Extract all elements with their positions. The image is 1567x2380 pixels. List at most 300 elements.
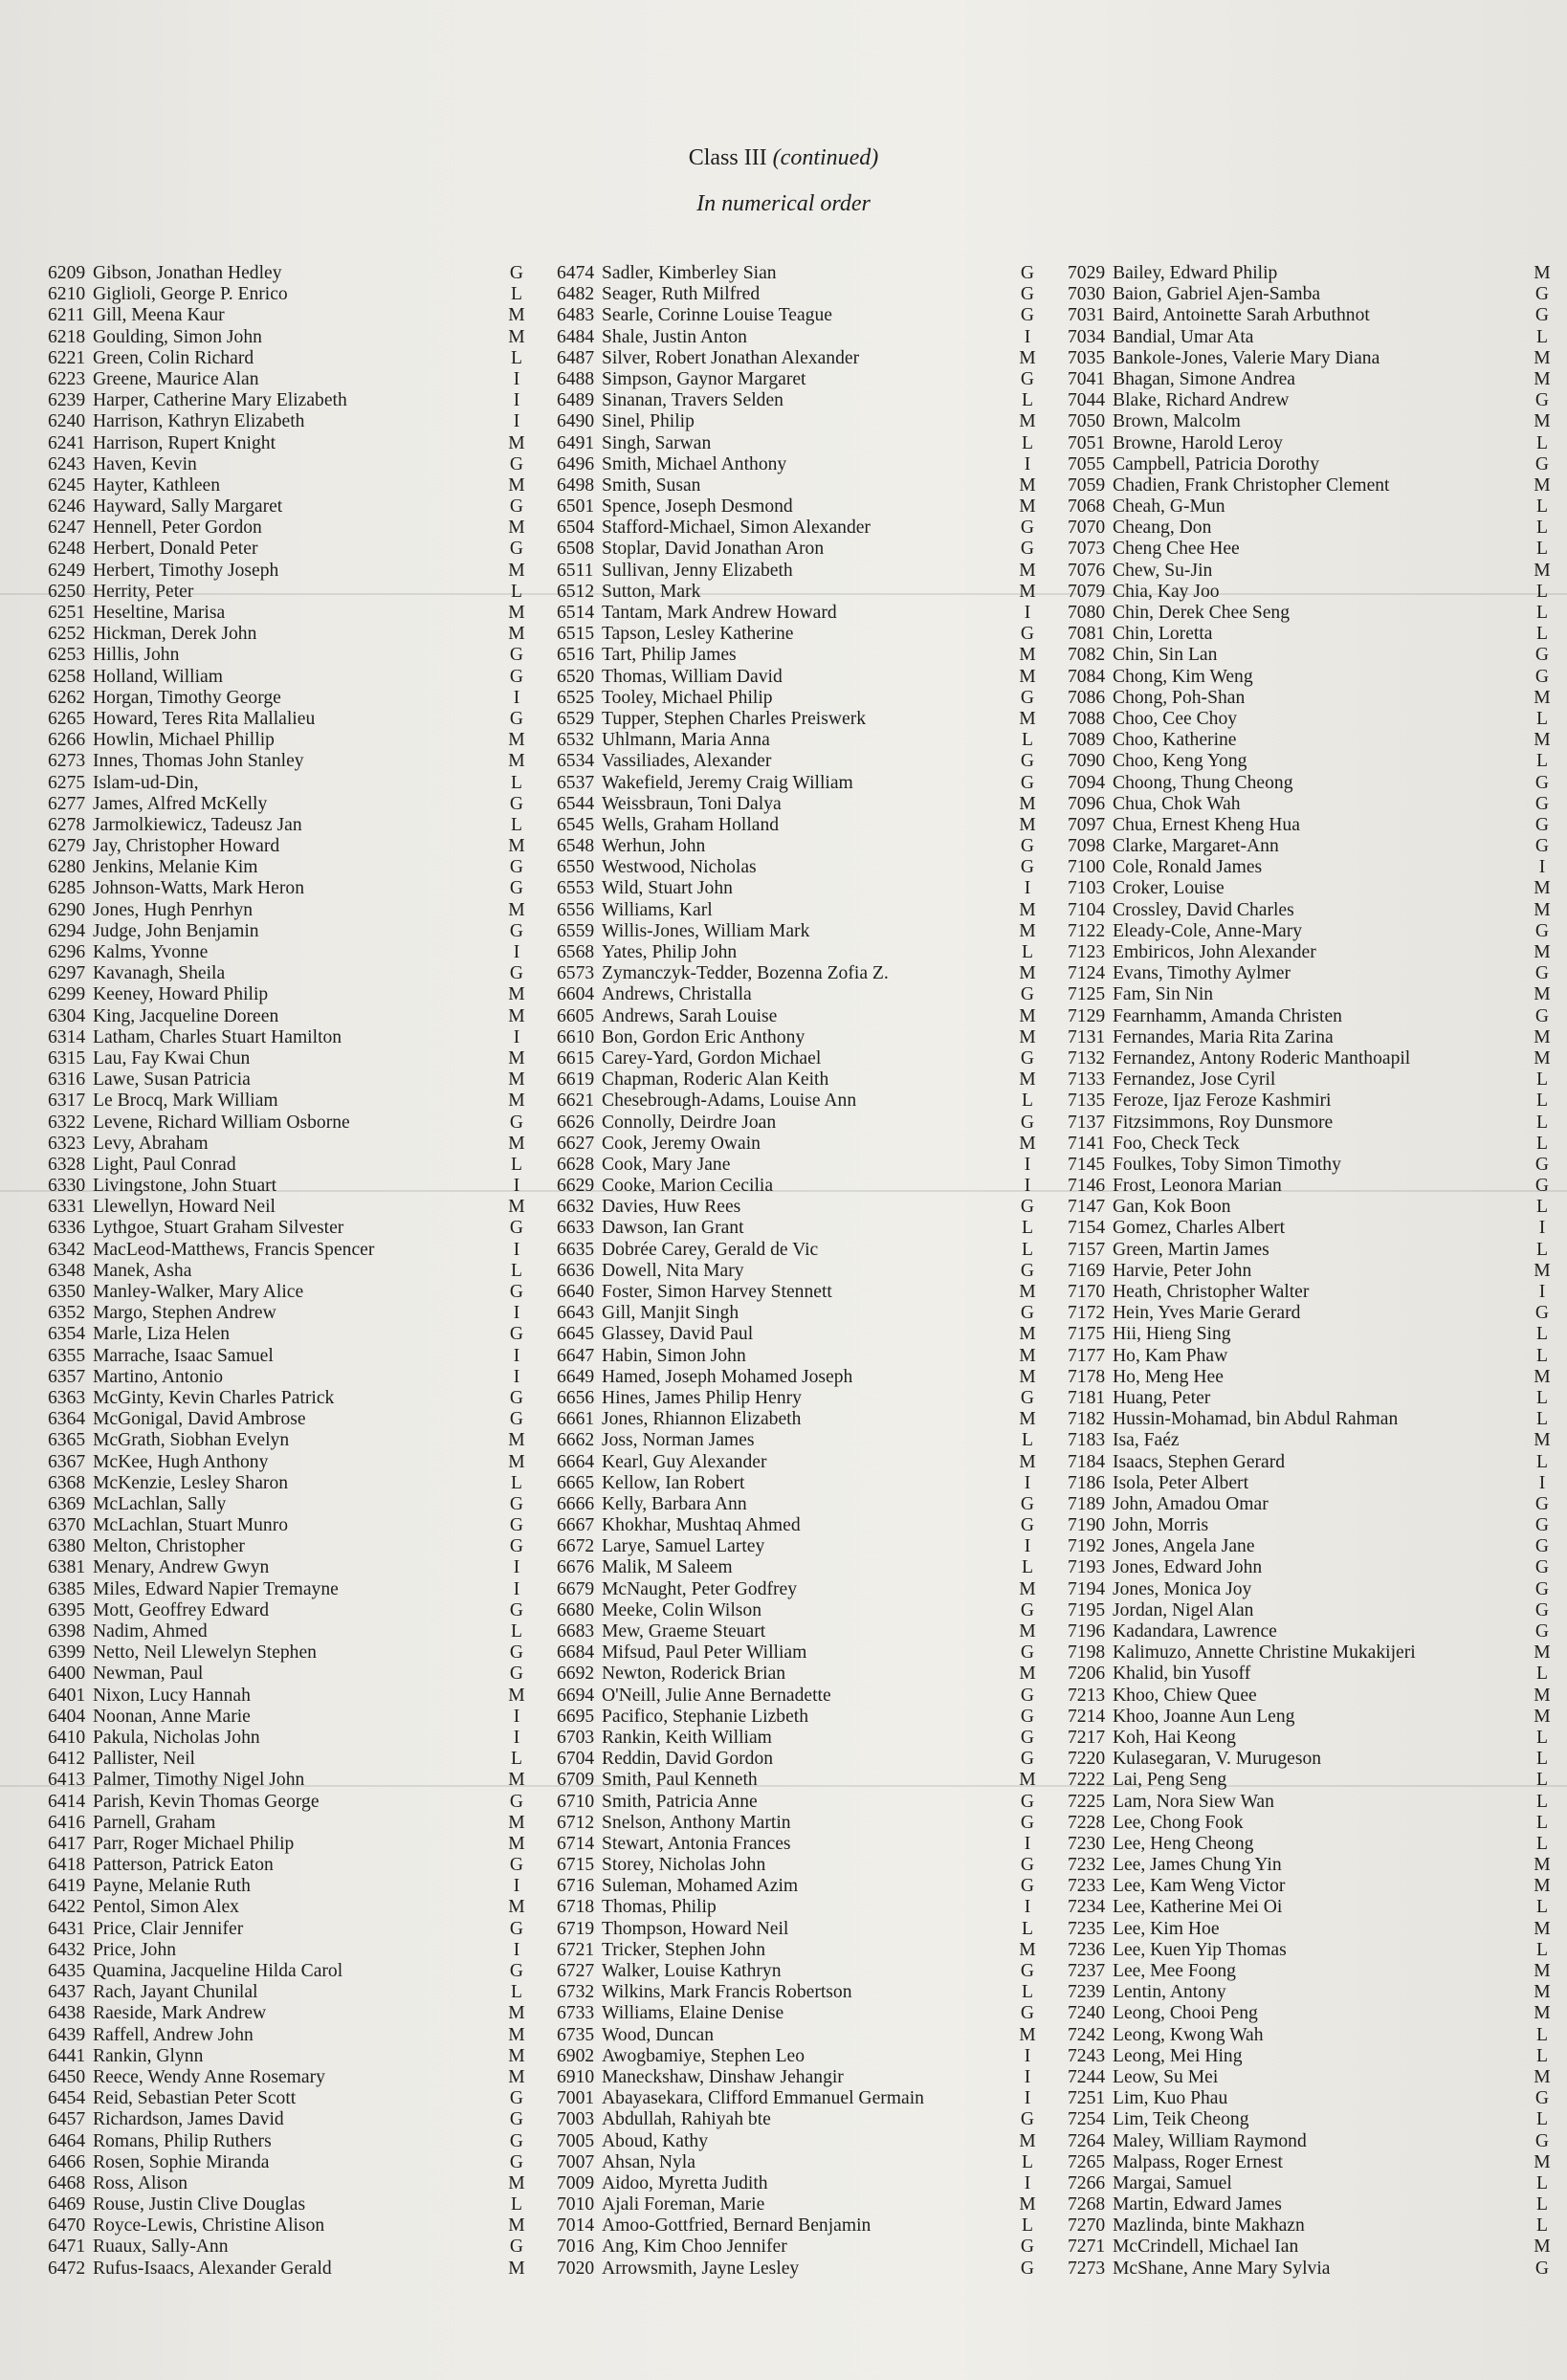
class-grade: I <box>1024 1176 1031 1197</box>
list-item <box>48 1155 526 1176</box>
candidate-number: 6619 <box>557 1069 595 1091</box>
candidate-number: 7230 <box>1068 1833 1106 1854</box>
candidate-number: 6680 <box>557 1599 595 1620</box>
list-item <box>1068 1261 1552 1282</box>
candidate-number: 7014 <box>557 2215 595 2237</box>
list-item <box>1068 582 1552 603</box>
list-item <box>1068 1557 1552 1578</box>
candidate-number: 7170 <box>1068 1282 1106 1302</box>
list-item <box>48 369 526 390</box>
candidate-name: Martin, Edward James <box>1113 2194 1282 2215</box>
class-grade: L <box>1022 432 1033 453</box>
candidate-number: 6553 <box>557 878 595 899</box>
candidate-name: Andrews, Christalla <box>602 984 752 1005</box>
candidate-number: 7196 <box>1068 1621 1106 1642</box>
class-grade: G <box>1534 2130 1550 2151</box>
candidate-name: Glassey, David Paul <box>602 1324 754 1345</box>
list-item <box>1068 1027 1552 1048</box>
class-grade: L <box>1536 1091 1548 1112</box>
list-item <box>48 2088 526 2109</box>
list-item <box>1068 1579 1552 1600</box>
candidate-name: Cook, Mary Jane <box>602 1154 731 1175</box>
list-item <box>1068 454 1552 475</box>
candidate-name: Wild, Stuart John <box>602 878 733 899</box>
candidate-name: Snelson, Anthony Martin <box>602 1812 791 1833</box>
candidate-number: 6664 <box>557 1451 595 1472</box>
candidate-number: 6252 <box>48 624 86 645</box>
class-grade: M <box>1019 666 1036 687</box>
candidate-number: 7254 <box>1068 2109 1106 2130</box>
candidate-number: 6727 <box>557 1961 595 1981</box>
candidate-name: Simpson, Gaynor Margaret <box>602 368 806 389</box>
class-grade: G <box>1020 984 1035 1005</box>
candidate-name: Amoo-Gottfried, Bernard Benjamin <box>602 2215 872 2237</box>
class-grade: G <box>1020 1876 1035 1897</box>
candidate-number: 6296 <box>48 942 86 962</box>
class-grade: L <box>511 1982 522 2003</box>
class-grade: M <box>1534 1642 1551 1664</box>
candidate-name: Cook, Jeremy Owain <box>602 1133 761 1154</box>
class-grade: M <box>508 1897 525 1918</box>
class-grade: G <box>1020 772 1035 793</box>
class-grade: M <box>508 432 525 453</box>
candidate-number: 6718 <box>557 1897 595 1918</box>
class-grade: M <box>508 2258 525 2279</box>
class-grade: M <box>1534 984 1551 1005</box>
candidate-number: 6209 <box>48 263 86 283</box>
candidate-name: Meeke, Colin Wilson <box>602 1599 762 1620</box>
candidate-number: 7007 <box>557 2151 595 2172</box>
class-grade: I <box>513 1303 520 1324</box>
class-grade: M <box>508 518 525 539</box>
candidate-name: Bon, Gordon Eric Anthony <box>602 1026 806 1047</box>
candidate-number: 6367 <box>48 1451 86 1472</box>
class-grade: M <box>1019 496 1036 518</box>
class-grade: L <box>1536 432 1548 453</box>
candidate-name: Zymanczyk-Tedder, Bozenna Zofia Z. <box>602 963 889 984</box>
candidate-name: Wakefield, Jeremy Craig William <box>602 772 853 793</box>
candidate-name: Foo, Check Teck <box>1113 1133 1240 1154</box>
list-item <box>1068 1113 1552 1134</box>
class-grade: I <box>513 687 520 708</box>
class-grade: M <box>1534 878 1551 899</box>
class-grade: G <box>1534 1621 1550 1642</box>
class-grade: L <box>1536 1749 1548 1770</box>
candidate-number: 6483 <box>557 305 595 326</box>
candidate-number: 7076 <box>1068 560 1106 581</box>
candidate-number: 6472 <box>48 2258 86 2279</box>
class-grade: G <box>1020 1642 1035 1664</box>
list-item <box>48 1961 526 1982</box>
list-item <box>1068 1006 1552 1027</box>
candidate-name: Palmer, Timothy Nigel John <box>93 1770 305 1791</box>
candidate-name: Herbert, Donald Peter <box>93 539 258 560</box>
list-item <box>48 603 526 624</box>
list-item <box>557 2025 1037 2046</box>
list-item <box>1068 2131 1552 2152</box>
list-item <box>1068 1155 1552 1176</box>
candidate-number: 7242 <box>1068 2024 1106 2045</box>
candidate-number: 7190 <box>1068 1515 1106 1536</box>
class-grade: G <box>1020 1727 1035 1748</box>
list-item <box>48 963 526 984</box>
candidate-number: 6279 <box>48 836 86 857</box>
class-grade: G <box>1020 1303 1035 1324</box>
list-item <box>1068 1409 1552 1430</box>
list-item <box>557 1388 1037 1409</box>
class-grade: L <box>1022 1218 1033 1239</box>
candidate-name: Gill, Manjit Singh <box>602 1303 739 1324</box>
candidate-name: Margai, Samuel <box>1113 2172 1232 2193</box>
candidate-name: Khoo, Chiew Quee <box>1113 1685 1257 1706</box>
candidate-name: Hein, Yves Marie Gerard <box>1113 1303 1301 1324</box>
list-item <box>48 921 526 942</box>
list-item <box>557 1813 1037 1834</box>
list-item <box>1068 2109 1552 2130</box>
list-item <box>1068 1982 1552 2003</box>
list-item <box>557 2131 1037 2152</box>
list-item <box>48 2194 526 2215</box>
list-item <box>48 2152 526 2173</box>
list-item <box>48 1940 526 1961</box>
candidate-number: 6615 <box>557 1047 595 1069</box>
candidate-number: 6647 <box>557 1345 595 1366</box>
class-grade: L <box>1536 2194 1548 2215</box>
candidate-number: 6643 <box>557 1303 595 1324</box>
list-item <box>1068 1897 1552 1918</box>
candidate-number: 7098 <box>1068 836 1106 857</box>
list-item <box>557 539 1037 560</box>
list-item <box>557 878 1037 899</box>
list-item <box>48 1388 526 1409</box>
candidate-number: 7235 <box>1068 1918 1106 1939</box>
candidate-number: 6508 <box>557 539 595 560</box>
list-item <box>48 2025 526 2046</box>
candidate-name: Harvie, Peter John <box>1113 1260 1252 1281</box>
list-item <box>557 1367 1037 1388</box>
candidate-name: Malik, M Saleem <box>602 1557 733 1578</box>
class-grade: G <box>509 2151 524 2172</box>
candidate-name: Price, John <box>93 1939 177 1960</box>
candidate-name: Davies, Huw Rees <box>602 1197 741 1218</box>
class-grade: M <box>1534 1855 1551 1876</box>
candidate-name: Holland, William <box>93 666 223 687</box>
class-grade: M <box>508 326 525 347</box>
candidate-name: Lim, Kuo Phau <box>1113 2088 1228 2109</box>
class-grade: L <box>1536 2172 1548 2193</box>
list-item <box>48 1494 526 1515</box>
class-grade: G <box>1020 1685 1035 1706</box>
candidate-name: Habin, Simon John <box>602 1345 746 1366</box>
list-item <box>557 2003 1037 2024</box>
list-item <box>557 1940 1037 1961</box>
class-grade: G <box>509 963 524 984</box>
candidate-name: Newton, Roderick Brian <box>602 1664 786 1685</box>
list-item <box>557 2109 1037 2130</box>
class-grade: I <box>513 411 520 432</box>
list-item <box>1068 496 1552 518</box>
class-grade: M <box>1019 814 1036 835</box>
class-grade: G <box>509 1642 524 1664</box>
class-grade: M <box>1019 1664 1036 1685</box>
list-item <box>48 475 526 496</box>
list-item <box>1068 1770 1552 1791</box>
class-grade: G <box>509 2109 524 2130</box>
candidate-number: 6323 <box>48 1133 86 1154</box>
candidate-name: McLachlan, Sally <box>93 1493 227 1514</box>
list-item <box>48 1728 526 1749</box>
class-grade: I <box>1024 2045 1031 2066</box>
list-item <box>48 1303 526 1324</box>
class-grade: L <box>1536 603 1548 623</box>
candidate-name: Storey, Nicholas John <box>602 1855 766 1876</box>
candidate-number: 6328 <box>48 1154 86 1175</box>
candidate-number: 6627 <box>557 1133 595 1154</box>
list-item <box>48 582 526 603</box>
candidate-name: Smith, Paul Kenneth <box>602 1770 758 1791</box>
class-grade: M <box>508 1091 525 1112</box>
candidate-number: 7183 <box>1068 1430 1106 1451</box>
candidate-number: 7184 <box>1068 1451 1106 1472</box>
class-grade: G <box>509 1918 524 1939</box>
list-item <box>1068 1388 1552 1409</box>
class-grade: M <box>1534 1430 1551 1451</box>
candidate-name: Leong, Mei Hing <box>1113 2045 1243 2066</box>
candidate-name: Bandial, Umar Ata <box>1113 326 1254 347</box>
candidate-number: 6412 <box>48 1749 86 1770</box>
candidate-name: Tricker, Stephen John <box>602 1939 766 1960</box>
class-grade: G <box>1534 2258 1550 2279</box>
candidate-number: 7186 <box>1068 1472 1106 1493</box>
list-item <box>1068 1792 1552 1813</box>
candidate-name: Raeside, Mark Andrew <box>93 2003 267 2024</box>
candidate-name: Reddin, David Gordon <box>602 1749 774 1770</box>
candidate-number: 6432 <box>48 1939 86 1960</box>
candidate-name: Khoo, Joanne Aun Leng <box>1113 1706 1295 1727</box>
list-item <box>557 2237 1037 2258</box>
candidate-number: 6672 <box>557 1536 595 1557</box>
list-item <box>557 900 1037 921</box>
class-grade: I <box>1024 878 1031 899</box>
candidate-number: 6573 <box>557 963 595 984</box>
candidate-name: Suleman, Mohamed Azim <box>602 1876 799 1897</box>
list-item <box>48 1749 526 1770</box>
class-grade: G <box>1020 305 1035 326</box>
candidate-number: 6550 <box>557 857 595 878</box>
class-grade: I <box>513 1239 520 1260</box>
list-item <box>557 1919 1037 1940</box>
list-item <box>557 1600 1037 1621</box>
candidate-number: 7220 <box>1068 1749 1106 1770</box>
class-grade: G <box>1020 1855 1035 1876</box>
candidate-name: Fearnhamm, Amanda Christen <box>1113 1005 1342 1026</box>
candidate-name: Margo, Stephen Andrew <box>93 1303 276 1324</box>
candidate-name: Fernandes, Maria Rita Zarina <box>1113 1026 1334 1047</box>
class-grade: G <box>1534 1154 1550 1175</box>
candidate-name: Williams, Karl <box>602 899 713 920</box>
candidate-number: 6721 <box>557 1939 595 1960</box>
candidate-number: 6247 <box>48 518 86 539</box>
list-item <box>1068 411 1552 432</box>
list-item <box>48 263 526 284</box>
candidate-name: Manek, Asha <box>93 1260 192 1281</box>
candidate-number: 6336 <box>48 1218 86 1239</box>
class-grade: M <box>508 899 525 920</box>
candidate-name: Chua, Chok Wah <box>1113 793 1241 814</box>
class-grade: G <box>509 920 524 941</box>
candidate-number: 6275 <box>48 772 86 793</box>
class-grade: G <box>1534 814 1550 835</box>
candidate-name: Jenkins, Melanie Kim <box>93 857 258 878</box>
candidate-number: 6471 <box>48 2237 86 2258</box>
list-item <box>48 1600 526 1621</box>
class-grade: L <box>1022 1239 1033 1260</box>
class-grade: M <box>508 2172 525 2193</box>
candidate-number: 7236 <box>1068 1939 1106 1960</box>
candidate-name: Harrison, Rupert Knight <box>93 432 276 453</box>
candidate-name: Sullivan, Jenny Elizabeth <box>602 560 793 581</box>
class-grade: M <box>508 751 525 772</box>
candidate-name: Judge, John Benjamin <box>93 920 259 941</box>
list-item <box>1068 433 1552 454</box>
list-item <box>557 2067 1037 2088</box>
class-grade: M <box>508 2045 525 2066</box>
candidate-number: 6504 <box>557 518 595 539</box>
candidate-name: Khokhar, Mushtaq Ahmed <box>602 1515 801 1536</box>
list-item <box>557 1621 1037 1642</box>
page-heading: Class III (continued) <box>688 145 879 170</box>
class-grade: G <box>1020 518 1035 539</box>
class-grade: G <box>1020 2237 1035 2258</box>
candidate-name: Sinanan, Travers Selden <box>602 390 784 411</box>
class-grade: M <box>1534 1876 1551 1897</box>
class-grade: L <box>1536 708 1548 729</box>
class-grade: M <box>1534 730 1551 751</box>
list-item <box>1068 1728 1552 1749</box>
list-item <box>557 369 1037 390</box>
list-item <box>48 1027 526 1048</box>
class-grade: G <box>509 2130 524 2151</box>
list-item <box>48 390 526 411</box>
candidate-name: Jordan, Nigel Alan <box>1113 1599 1254 1620</box>
class-grade: G <box>509 645 524 666</box>
list-item <box>1068 900 1552 921</box>
list-item <box>557 1324 1037 1345</box>
list-item <box>557 1749 1037 1770</box>
list-item <box>1068 1749 1552 1770</box>
class-grade: L <box>1022 390 1033 411</box>
list-item <box>48 942 526 963</box>
class-grade: M <box>1019 1133 1036 1154</box>
candidate-number: 7129 <box>1068 1005 1106 1026</box>
class-grade: L <box>1536 1791 1548 1812</box>
list-item <box>1068 1600 1552 1621</box>
candidate-number: 6719 <box>557 1918 595 1939</box>
candidate-name: Williams, Elaine Denise <box>602 2003 784 2024</box>
candidate-name: Carey-Yard, Gordon Michael <box>602 1047 822 1069</box>
candidate-name: Jones, Angela Jane <box>1113 1536 1255 1557</box>
candidate-number: 6414 <box>48 1791 86 1812</box>
class-grade: G <box>1534 1303 1550 1324</box>
list-item <box>557 1642 1037 1664</box>
candidate-number: 6240 <box>48 411 86 432</box>
candidate-number: 7003 <box>557 2109 595 2130</box>
candidate-number: 7237 <box>1068 1961 1106 1981</box>
class-grade: G <box>1020 1387 1035 1408</box>
list-item <box>557 1027 1037 1048</box>
class-grade: G <box>1020 1047 1035 1069</box>
class-grade: I <box>513 1026 520 1047</box>
candidate-number: 6629 <box>557 1176 595 1197</box>
class-grade: L <box>1536 2024 1548 2045</box>
list-item <box>1068 1091 1552 1112</box>
candidate-number: 6355 <box>48 1345 86 1366</box>
candidate-number: 7009 <box>557 2172 595 2193</box>
list-item <box>1068 1048 1552 1069</box>
candidate-number: 7182 <box>1068 1409 1106 1430</box>
list-item <box>48 751 526 772</box>
list-item <box>1068 1961 1552 1982</box>
candidate-name: Hamed, Joseph Mohamed Joseph <box>602 1366 853 1387</box>
class-grade: G <box>1534 963 1550 984</box>
candidate-number: 6210 <box>48 284 86 305</box>
list-item <box>1068 518 1552 539</box>
candidate-name: Le Brocq, Mark William <box>93 1091 278 1112</box>
candidate-number: 6285 <box>48 878 86 899</box>
list-item <box>48 1134 526 1155</box>
list-item <box>557 1515 1037 1536</box>
candidate-number: 7141 <box>1068 1133 1106 1154</box>
candidate-number: 7198 <box>1068 1642 1106 1664</box>
class-grade: M <box>508 1069 525 1091</box>
candidate-name: Jay, Christopher Howard <box>93 836 280 857</box>
candidate-name: Smith, Patricia Anne <box>602 1791 758 1812</box>
list-item <box>557 454 1037 475</box>
list-item <box>1068 1834 1552 1855</box>
candidate-name: Raffell, Andrew John <box>93 2024 254 2045</box>
class-grade: I <box>1024 2088 1031 2109</box>
candidate-name: Price, Clair Jennifer <box>93 1918 244 1939</box>
candidate-name: Tart, Philip James <box>602 645 737 666</box>
list-item <box>557 1240 1037 1261</box>
candidate-number: 6417 <box>48 1833 86 1854</box>
list-item <box>557 1303 1037 1324</box>
list-item <box>1068 1664 1552 1685</box>
candidate-name: Innes, Thomas John Stanley <box>93 751 304 772</box>
class-grade: L <box>1022 1430 1033 1451</box>
candidate-number: 6439 <box>48 2024 86 2045</box>
candidate-name: Mott, Geoffrey Edward <box>93 1599 270 1620</box>
list-item <box>557 2152 1037 2173</box>
list-item <box>557 1982 1037 2003</box>
class-grade: G <box>1020 1961 1035 1981</box>
candidate-number: 6331 <box>48 1197 86 1218</box>
list-item <box>48 1515 526 1536</box>
class-grade: G <box>509 2088 524 2109</box>
candidate-number: 7266 <box>1068 2172 1106 2193</box>
class-grade: M <box>1019 1366 1036 1387</box>
list-item <box>1068 327 1552 348</box>
list-item <box>557 1218 1037 1239</box>
class-grade: M <box>1019 1282 1036 1302</box>
list-item <box>1068 1346 1552 1367</box>
candidate-name: Awogbamiye, Stephen Leo <box>602 2045 806 2066</box>
candidate-number: 7137 <box>1068 1112 1106 1133</box>
candidate-name: Chua, Ernest Kheng Hua <box>1113 814 1300 835</box>
candidate-name: Isa, Faéz <box>1113 1430 1180 1451</box>
candidate-name: John, Morris <box>1113 1515 1209 1536</box>
candidate-name: McGinty, Kevin Charles Patrick <box>93 1387 335 1408</box>
